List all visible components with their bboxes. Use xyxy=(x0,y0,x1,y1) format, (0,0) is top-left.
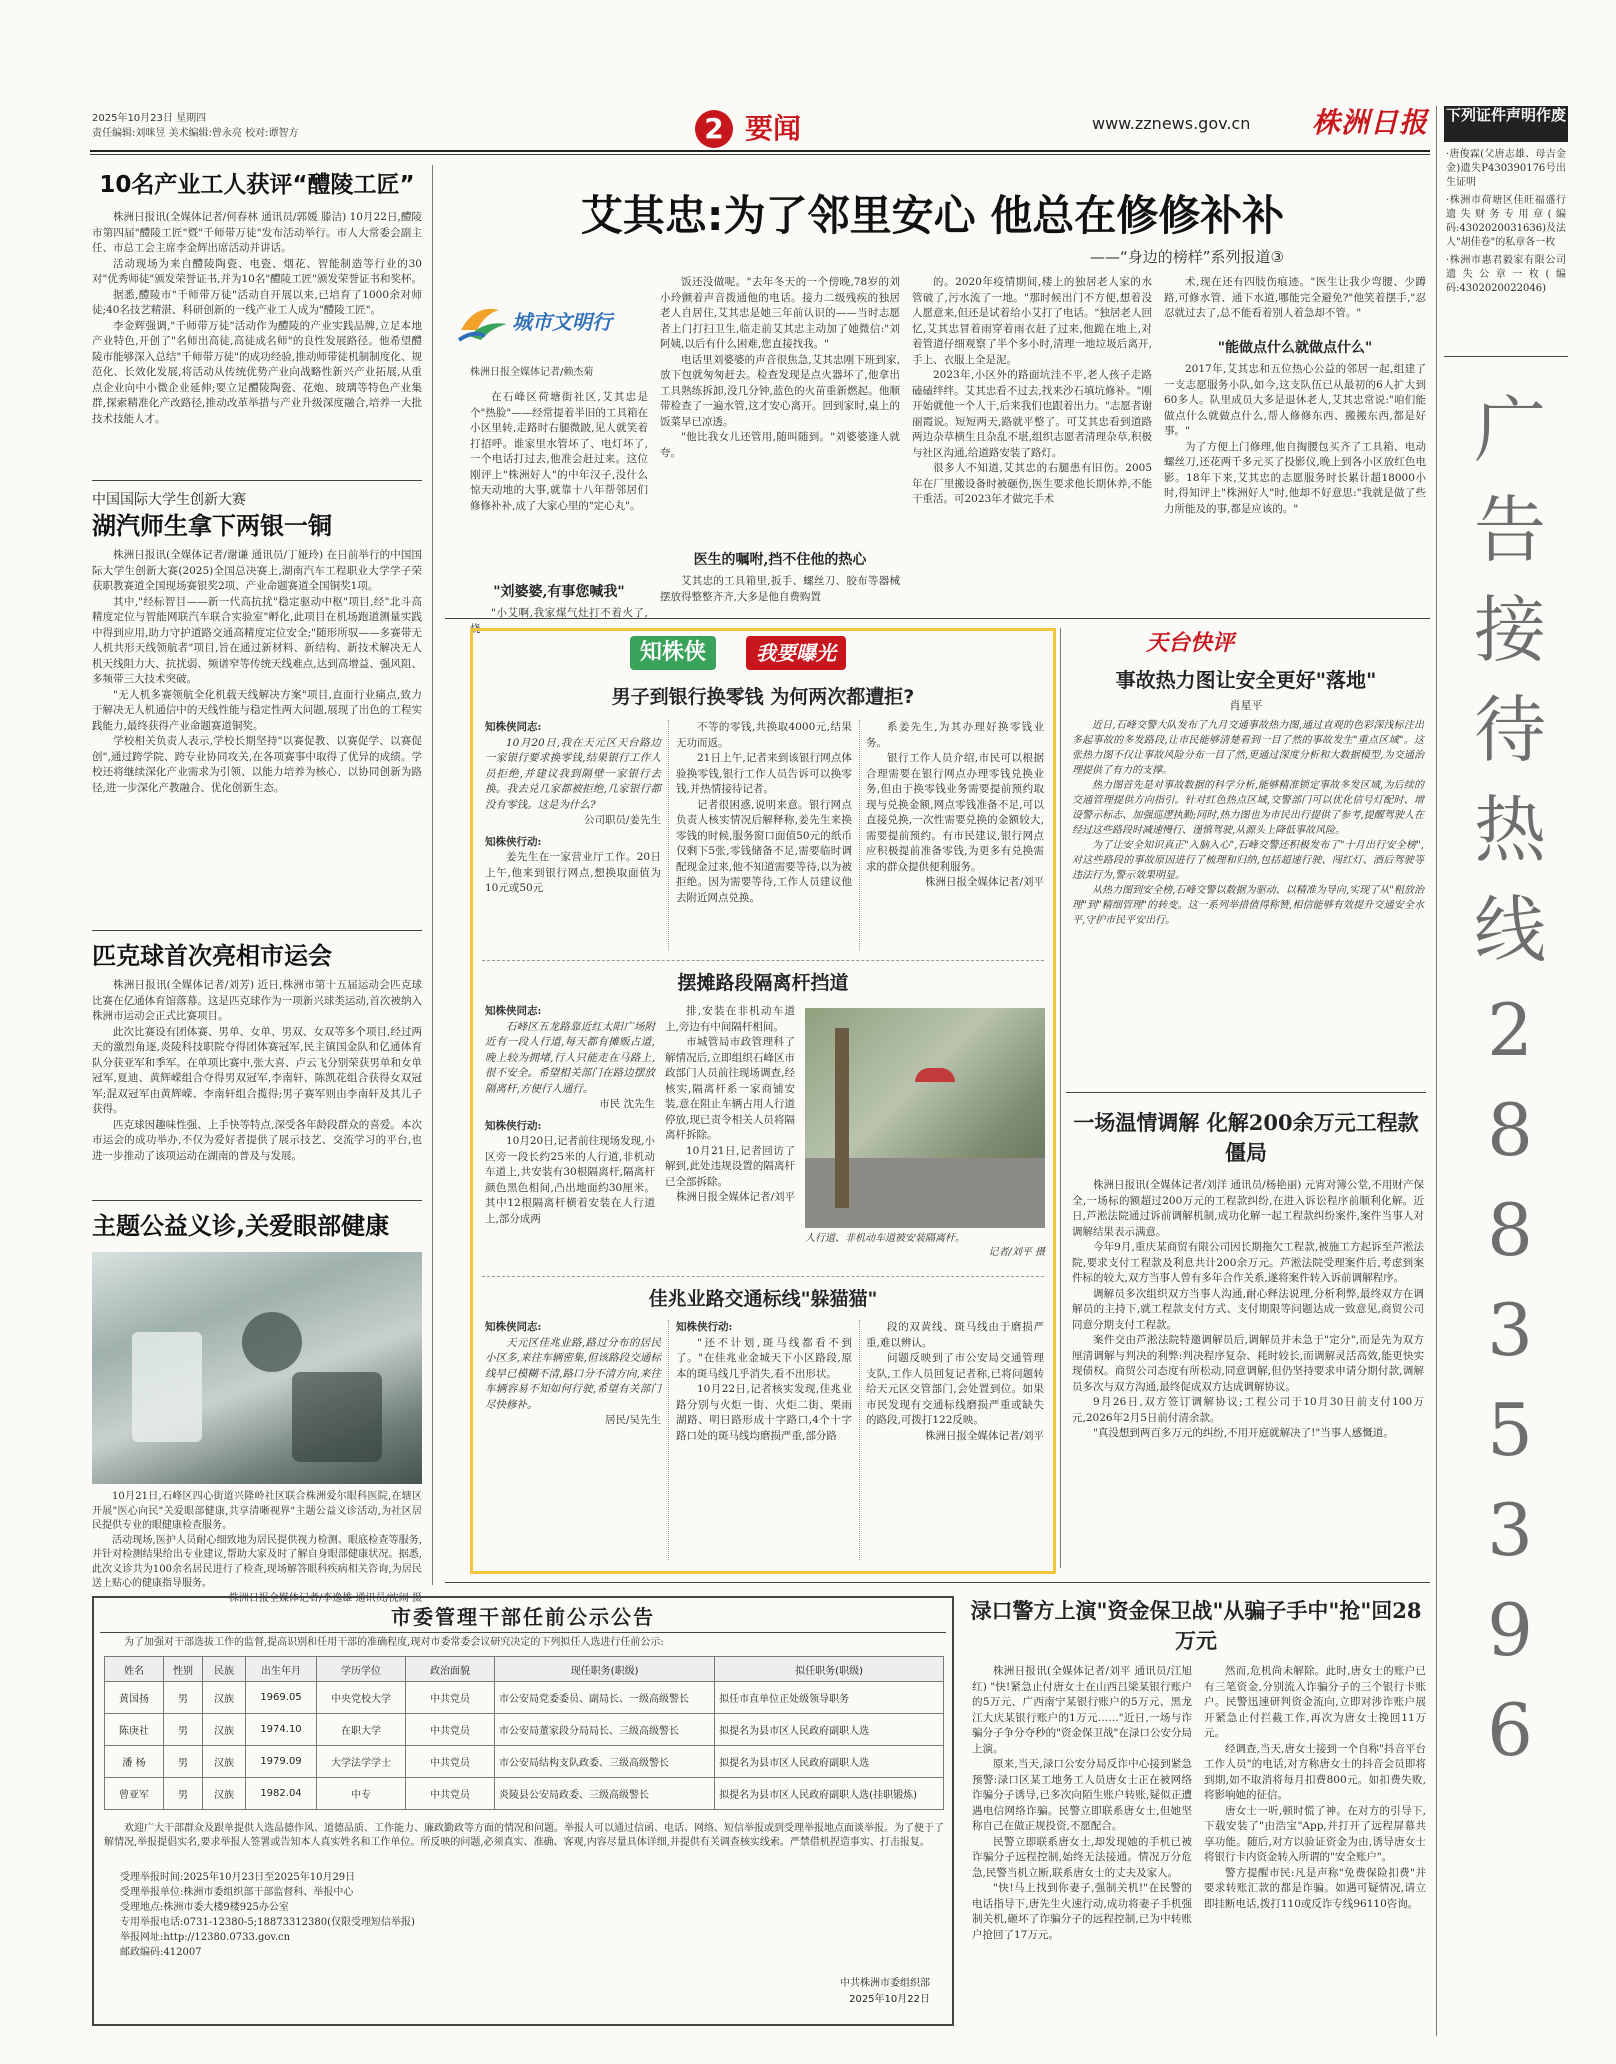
innovation-p1: 株洲日报讯(全媒体记者/谢谦 通讯员/丁娅玲) 在日前举行的中国国际大学生创新大赛(2025)全国总决赛上,湖南汽车工程职业大学学子荣获职教赛道全国现场赛银奖2项、产业命题赛道全国铜奖1项。 xyxy=(92,549,422,592)
craftsmen-p4: 李金辉强调,"千师带万徒"活动作为醴陵的产业实践品牌,立足本地产业特色,开创了"名师出高徒,高徒成名师"的良性发展路径。他希望醴陵市能够深入总结"千师带万徒"的成功经验,推动师带徒机制制度化、规范化、长效化发展,将活动从传统优势产业向战略性新兴产业拓展,从重点企业向中小微企业延伸;要立足醴陵陶瓷、花炮、玻璃等特色产业集群,探索精准化产改路径,推动改革举措与产业升级深度融合,培养一大批技术技能人才。 xyxy=(92,319,422,425)
table-cell: 黄国扬 xyxy=(105,1682,164,1714)
barrier-photo-byline: 记者/刘平 摄 xyxy=(988,1247,1045,1258)
zhizhuxia-banner: 知株侠 xyxy=(630,636,716,670)
website: www.zznews.gov.cn xyxy=(1092,114,1251,133)
innovation-kicker: 中国国际大学生创新大赛 xyxy=(92,492,246,508)
table-cell: 市公安局结构支队政委、三级高级警长 xyxy=(495,1746,715,1778)
craftsmen-title: 10名产业工人获评“醴陵工匠” xyxy=(99,172,415,198)
story3-byline: 株洲日报全媒体记者/刘平 xyxy=(924,1429,1044,1442)
story2-col2-p3: 10月21日,记者回访了解到,此处违规设置的隔离杆已全部拆除。 xyxy=(665,1144,795,1188)
pickleball-p3: 匹克球因趣味性强、上手快等特点,深受各年龄段群众的喜爱。本次市运会的成功举办,不仅为爱好者提供了展示技艺、交流学习的平台,也进一步推动了该项运动在湖南的普及与发展。 xyxy=(92,1118,422,1162)
table-cell: 男 xyxy=(164,1682,203,1714)
mediation-p1: 株洲日报讯(全媒体记者/刘洋 通讯员/杨艳丽) 元宵对簿公堂,不用财产保全,一场标的额超过200万元的工程款纠纷,在进入诉讼程序前顺利化解。近日,芦淞法院通过诉前调解机制,成功化解一起工程款纠纷案件,案件当事人对调解结果表示满意。 xyxy=(1072,1179,1424,1238)
mediation-p2: 今年9月,重庆某商贸有限公司因长期拖欠工程款,被施工方起诉至芦淞法院,要求支付工程款及利息共计200余万元。芦淞法院受理案件后,考虑到案件标的较大,双方当事人曾有多年合作关系,遂将案件转入诉前调解程序。 xyxy=(1072,1241,1424,1284)
table-cell: 汉族 xyxy=(203,1714,246,1746)
main-col2-p3: "他比我女儿还管用,随叫随到。"刘婆婆逢人就夸。 xyxy=(660,431,900,459)
story3-letter: 天元区佳兆业路,路过分布的居民小区多,来往车辆密集,但该路段交通标线早已模糊不清,路口分不清方向,来往车辆容易不知如何行驶,希望有关部门尽快修补。 xyxy=(485,1336,661,1411)
commentary-p4: 从热力图到安全榜,石峰交警以数据为驱动、以精准为导向,实现了从"粗放治理"到"精细管理"的转变。这一系列举措值得称赞,相信能够有效提升交通安全水平,守护市民平安出行。 xyxy=(1072,885,1424,926)
table-header-row xyxy=(105,1657,944,1682)
notice-table-wrap xyxy=(104,1656,944,1810)
innovation-p2: 其中,"经标智目——新一代高抗扰"稳定驱动中枢"项目,经"北斗高精度定位与智能网联汽车联合实验室"孵化,此项目在机场跑道测量实践中得到应用,助力守护道路交通高精度定位安全;"随形所驭——多赛带无人机共形天线领航者"项目,旨在通过新材料、新结构、新技术解决无人机天线阻力大、抗扰弱、频谱窄等传统天线难点,达到高增益、强风阻、多频带三大技术突破。 xyxy=(92,595,422,685)
main-col2-p1: 饭还没做呢。"去年冬天的一个傍晚,78岁的刘小玲颤着声音拨通他的电话。接力二级残疾的独居老人自居住,艾其忠是她三年前认识的——当时志愿者上门打扫卫生,临走前艾其忠主动加了她微信:"刘阿姨,以后有什么困难,您直接找我。" xyxy=(660,276,900,350)
table-cell: 拟提名为县市区人民政府副职人选 xyxy=(715,1714,944,1746)
table-cell: 中共党员 xyxy=(406,1682,495,1714)
story1-col3 xyxy=(866,720,1044,891)
table-cell: 中共党员 xyxy=(406,1714,495,1746)
main-col1-p1: 在石峰区荷塘街社区,艾其忠是个"热脸"——经常提着半旧的工具箱在小区里转,走路时右腿微跛,见人就笑着打招呼。谁家里水管坏了、电灯坏了,一个电话打过去,他准会赶过来。这位刚评上"株洲好人"的中年汉子,没什么惊天动地的大事,就靠十八年帮邻居们修修补补,成了大家心里的"定心丸"。 xyxy=(470,391,648,512)
notice-intro-text: 为了加强对干部选拔工作的监督,提高识别和任用干部的准确程度,现对市委常委会议研究决定的下列拟任人选进行任前公示: xyxy=(124,1637,664,1648)
table-row xyxy=(105,1778,944,1810)
main-col3-p1: 的。2020年疫情期间,楼上的独居老人家的水管破了,污水流了一地。"那时候出门不方便,想着没人愿意来,但还是试着给小艾打了电话。"独居老人回忆,艾其忠冒着雨穿着雨衣赶了过来,他跪在地上,对着管道仔细观察了半个多小时,清理一地垃圾后离开,手上、衣服上全是泥。 xyxy=(912,276,1152,366)
table-row xyxy=(105,1682,944,1714)
fraud-col1-p3: 民警立即联系唐女士,却发现她的手机已被诈骗分子远程控制,始终无法接通。情况万分危急,民警当机立断,联系唐女士的丈夫及家人。 xyxy=(972,1835,1192,1879)
pickleball-p2: 此次比赛设有团体赛、男单、女单、男双、女双等多个项目,经过两天的激烈角逐,炎陵科技职院夺得团体赛冠军,民主镇国金队和亿通体育队分获亚军和季军。在单项比赛中,张大喜、卢云飞分别荣获男单和女单冠军,夏迪、黄辉嵘组合夺得男双冠军,李南轩、陈凯花组合获得女双冠军;混双冠军由黄辉嵘、李南轩组合揽得;男子赛军则由李南轩及其儿子获得。 xyxy=(92,1025,422,1115)
story2-signature: 市民 沈先生 xyxy=(599,1098,655,1110)
story3-signature: 居民/吴先生 xyxy=(604,1414,661,1426)
col-header-ethnicity: 民族 xyxy=(203,1657,246,1682)
notice-title: 下列证件声明作废 xyxy=(1446,106,1567,124)
table-cell: 1969.05 xyxy=(246,1682,317,1714)
article-eye-clinic xyxy=(92,1210,422,1242)
lost-notice-3: ·株洲市惠君毅家有限公司遗失公章一枚(编码:4302020022046) xyxy=(1446,255,1566,294)
notice-line-phone: 专用举报电话:0731-12380-5;18873312380(仅限受理短信举报) xyxy=(120,1917,415,1928)
main-subhead-2: 医生的嘱咐,挡不住他的热心 xyxy=(693,552,867,568)
mediation-p6: "真没想到两百多万元的纠纷,不用开庭就解决了!"当事人感慨道。 xyxy=(1093,1427,1394,1439)
notice-line-unit: 受理举报单位:株洲市委组织部干部监督科、举报中心 xyxy=(120,1887,354,1898)
story3-col1 xyxy=(485,1320,661,1429)
main-col1b-p1: "小艾啊,我家煤气灶打不着火了,烧 xyxy=(470,607,648,635)
notice-line-time: 受理举报时间:2025年10月23日至2025年10月29日 xyxy=(120,1872,356,1883)
story3-col3-p1: 段的双黄线、斑马线由于磨损严重,难以辨认。 xyxy=(866,1321,1044,1349)
story3-col2-p1: "还不计划,斑马线都看不到了。"在佳兆业金城天下小区路段,原本的斑马线几乎消失,看不出形状。 xyxy=(676,1336,852,1380)
innovation-p3: "无人机多赛领航全化机载天线解决方案"项目,直面行业痛点,致力于解决无人机通信中的天线性能与稳定性两大问题,展现了出色的工程实践能力,最终获得产业命题赛道铜奖。 xyxy=(92,688,422,732)
table-cell: 陈庚社 xyxy=(105,1714,164,1746)
notice-signature: 中共株洲市委组织部 xyxy=(840,1978,930,1989)
notice-date: 2025年10月22日 xyxy=(849,1994,930,2005)
col-header-gender: 性别 xyxy=(164,1657,203,1682)
main-col2b-p1: 艾其忠的工具箱里,扳手、螺丝刀、胶布等器械摆放得整整齐齐,大多是他自费购置 xyxy=(660,575,900,603)
commentary-p2: 热力图首先是对事故数据的科学分析,能够精准锁定事故多发区域,为后续的交通管理提供方向指引。针对红色热点区域,交警部门可以优化信号灯配时、增设警示标志、加强巡逻执勤;同时,热力图也为市民出行提供了参考,提醒驾驶人在经过这些路段时减速慢行、谨慎驾驶,从源头上降低事故风险。 xyxy=(1072,780,1424,836)
notice-title: 市委管理干部任前公示公告 xyxy=(391,1605,655,1629)
story2-letter: 石峰区五龙路靠近红太阳广场附近有一段人行道,每天都有摊贩占道,晚上较为拥堵,行人只能走在马路上,很不安全。希望相关部门在路边摆放隔离杆,方便行人通行。 xyxy=(485,1020,655,1095)
story3-col3 xyxy=(866,1320,1044,1444)
pickleball-p1: 株洲日报讯(全媒体记者/刘芳) 近日,株洲市第十五届运动会匹克球比赛在亿通体育馆落幕。这是匹克球作为一项新兴球类运动,首次被纳入株洲市运动会正式比赛项目。 xyxy=(92,979,422,1022)
story1-title: 男子到银行换零钱 为何两次都遭拒? xyxy=(611,686,915,708)
table-cell: 汉族 xyxy=(203,1746,246,1778)
eye-clinic-caption xyxy=(92,1490,422,1606)
lost-notice-1: ·唐俊霖(父唐志雄、母吉金金)遗失P430390176号出生证明 xyxy=(1446,149,1566,188)
story1-col3-p1: 系姜先生,为其办理好换零钱业务。 xyxy=(866,721,1044,749)
commentary-logo: 天台快评 xyxy=(1146,630,1235,656)
mediation-title: 一场温情调解 化解200余万元工程款僵局 xyxy=(1073,1110,1419,1165)
craftsmen-p3: 据悉,醴陵市"千师带万徒"活动自开展以来,已培育了1000余对师徒;40名技艺精湛、科研创新的一线产业工人成为"醴陵工匠"。 xyxy=(92,288,422,316)
barrier-caption-text: 人行道、非机动车道被安装隔离杆。 xyxy=(805,1233,965,1244)
table-row xyxy=(105,1714,944,1746)
main-col3-p2: 2023年,小区外的路面坑洼不平,老人孩子走路磕磕绊绊。艾其忠看不过去,找来沙石填坑修补。"刚开始就他一个人干,后来我们也跟着出力。"志愿者谢丽霞说。短短两天,路就平整了。可艾其忠看到道路两边杂草横生且杂乱不堪,组织志愿者清理杂草,积极与社区沟通,给道路安装了路灯。 xyxy=(912,369,1152,459)
story2-col2-p1: 排,安装在非机动车道上,旁边有中间隔杆相间。 xyxy=(665,1005,795,1033)
story1-reply-label: 知株侠行动: xyxy=(485,835,542,848)
table-cell: 男 xyxy=(164,1746,203,1778)
innovation-title: 湖汽师生拿下两银一铜 xyxy=(92,512,332,540)
main-article-col2b xyxy=(660,574,900,605)
fraud-col2-p4: 警方提醒市民:凡是声称"免费保险扣费"并要求转账汇款的都是诈骗。如遇可疑情况,请立即挂断电话,拨打110或反诈专线96110咨询。 xyxy=(1204,1866,1426,1910)
date-line: 2025年10月23日 星期四 xyxy=(92,113,207,124)
barrier-caption xyxy=(805,1232,1045,1260)
table-cell: 男 xyxy=(164,1714,203,1746)
table-cell: 大学法学学士 xyxy=(317,1746,406,1778)
fraud-col1-p1: 株洲日报讯(全媒体记者/刘平 通讯员/江旭红) "快!紧急止付唐女士在山西吕梁某银行账户的5万元、广西南宁某银行账户的5万元、黑龙江大庆某银行账户的1万元……"近日,一场与诈骗分子争分夺秒的"资金保卫战"在渌口公安分局上演。 xyxy=(972,1665,1192,1755)
main-subhead-3: "能做点什么就做点什么" xyxy=(1217,340,1373,356)
story1-reply: 姜先生在一家营业厅工作。20日上午,他来到银行网点,想换取面值为10元或50元 xyxy=(485,851,661,894)
craftsmen-p1: 株洲日报讯(全媒体记者/何春林 通讯员/郭媛 滕洁) 10月22日,醴陵市第四届"醴陵工匠"暨"千师带万徒"发布活动举行。市人大常委会副主任、市总工会主席李金辉出席活动并讲话。 xyxy=(92,211,422,254)
story2-col1 xyxy=(485,1004,655,1227)
table-cell: 1982.04 xyxy=(246,1778,317,1810)
main-article-col2 xyxy=(660,275,900,461)
table-cell: 汉族 xyxy=(203,1778,246,1810)
table-cell: 炎陵县公安局政委、三级高级警长 xyxy=(495,1778,715,1810)
article-pickleball xyxy=(92,940,422,1164)
civil-logo-icon xyxy=(455,300,511,344)
table-cell: 中共党员 xyxy=(406,1778,495,1810)
story1-col2-p1: 不等的零钱,共换取4000元,结果无功而返。 xyxy=(676,721,852,749)
craftsmen-p2: 活动现场为来自醴陵陶瓷、电瓷、烟花、智能制造等行业的30对"优秀师徒"颁发荣誉证书,并为10名"醴陵工匠"颁发荣誉证书和奖杯。 xyxy=(92,257,423,285)
section-name: 要闻 xyxy=(745,112,802,145)
mediation-p5: 9月26日,双方签订调解协议;工程公司于10月30日前支付100万元,2026年2月5日前付清余款。 xyxy=(1072,1396,1424,1424)
eye-clinic-caption-p2: 活动现场,医护人员耐心细致地为居民提供视力检测、眼底检查等服务,并针对检测结果给出专业建议,帮助大家及时了解自身眼部健康状况。据悉,此次义诊共为100余名居民进行了检查,现场解答眼科疾病相关咨询,为居民送上贴心的健康指导服务。 xyxy=(92,1534,422,1589)
story1-letter: 10月20日,我在天元区天台路边一家银行要求换零钱,结果银行工作人员拒绝,并建议我到隔壁一家银行去换。我去兑几家都被拒绝,几家银行都没有零钱。这是为什么? xyxy=(485,736,661,811)
barrier-photo xyxy=(805,1008,1045,1228)
story2-col2 xyxy=(665,1004,795,1206)
main-col2-p2: 电话里刘婆婆的声音很焦急,艾其忠刚下班到家,放下包就匆匆赶去。检查发现是点火器坏了,他拿出工具熟练拆卸,没几分钟,蓝色的火苗重新燃起。他顺带检查了一遍水管,这才安心离开。回到家时,桌上的饭菜早已凉透。 xyxy=(660,353,900,428)
article-innovation xyxy=(92,490,422,796)
story1-col3-p2: 银行工作人员介绍,市民可以根据合理需要在银行网点办理零钱兑换业务,但由于换零钱业务需要提前预约取现与兑换金额,网点零钱准备不足,可以直接兑换,一次性需要兑换的金额较大,需要提前预约。有市民建议,银行网点应积极提前准备零钱,为更多有兑换需求的群众提供便利服务。 xyxy=(866,752,1044,873)
notice-line-website[interactable]: 举报网址:http://12380.0733.gov.cn xyxy=(120,1932,291,1943)
story2-col2-p2: 市城管局市政管理科了解情况后,立即组织石峰区市政部门人员前往现场调查,经核实,隔离杆系一家商铺安装,意在阻止车辆占用人行道停放,现已责令相关人员将隔离杆拆除。 xyxy=(665,1036,795,1141)
fraud-col1-p2: 原来,当天,渌口公安分局反诈中心接到紧急预警:渌口区某工地务工人员唐女士正在被网络诈骗分子诱导,已多次向陌生账户转账,疑似正遭遇电信网络诈骗。民警立即联系唐女士,但她坚称自己在做正规投资,不愿配合。 xyxy=(972,1758,1192,1832)
page-number-badge: 2 xyxy=(695,110,733,148)
col-header-party: 政治面貌 xyxy=(406,1657,495,1682)
fraud-col1 xyxy=(972,1664,1192,1943)
story3-col2 xyxy=(676,1320,852,1444)
table-cell: 男 xyxy=(164,1778,203,1810)
table-cell: 中专 xyxy=(317,1778,406,1810)
eye-clinic-caption-p1: 10月21日,石峰区四心街道兴隆岭社区联合株洲爱尔眼科医院,在辖区开展"医心向民"关爱眼部健康,共享清晰视界"主题公益义诊活动,为社区居民提供专业的眼健康检查服务。 xyxy=(92,1491,422,1531)
story2-letter-label: 知株侠同志: xyxy=(485,1005,542,1017)
story1-col2-p2: 21日上午,记者来到该银行网点体验换零钱,银行工作人员告诉可以换零钱,并热情接待记者。 xyxy=(676,752,852,795)
article-craftsmen xyxy=(92,170,422,427)
lost-notices xyxy=(1446,148,1566,296)
ad-hotline: 广告接待热线28835396 xyxy=(1473,388,1546,1772)
story2-title: 摆摊路段隔离杆挡道 xyxy=(677,972,849,994)
main-article-col3 xyxy=(912,275,1152,508)
story3-letter-label: 知株侠同志: xyxy=(485,1321,542,1333)
table-cell: 市公安局党委委员、副局长、一级高级警长 xyxy=(495,1682,715,1714)
story1-col1 xyxy=(485,720,661,897)
table-cell: 拟提名为县市区人民政府副职人选(挂职锻炼) xyxy=(715,1778,944,1810)
col-header-name: 姓名 xyxy=(105,1657,164,1682)
fraud-col1-p4: "快!马上找到你妻子,强制关机!"在民警的电话指导下,唐先生火速行动,成功将妻子手机强制关机,砸坏了诈骗分子的远程控制,已为中转账户抢回了17万元。 xyxy=(972,1882,1192,1941)
fraud-col2-p2: 经调查,当天,唐女士接到一个自称"抖音平台工作人员"的电话,对方称唐女士的抖音会员即将到期,如不取消将每月扣费800元。如扣费失败,将影响她的征信。 xyxy=(1204,1742,1426,1801)
notice-body xyxy=(104,1822,944,1850)
story1-letter-label: 知株侠同志: xyxy=(485,721,542,733)
editors-line: 责任编辑:刘咪昱 美术编辑:曾永亮 校对:谭智方 xyxy=(92,128,299,139)
main-subhead-1: "刘婆婆,有事您喊我" xyxy=(493,584,625,600)
fraud-col2-p1: 然而,危机尚未解除。此时,唐女士的账户已有三笔资金,分别流入诈骗分子的三个银行卡账户。民警迅速研判资金流向,立即对涉诈账户展开紧急止付拦截工作,再次为唐女士挽回11万元。 xyxy=(1204,1665,1426,1739)
fraud-col2 xyxy=(1204,1664,1426,1912)
fraud-title: 渌口警方上演"资金保卫战"从骗子手中"抢"回28万元 xyxy=(970,1598,1422,1653)
main-byline: 株洲日报全媒体记者/赖杰菊 xyxy=(470,367,594,378)
mediation-p3: 调解员多次组织双方当事人沟通,耐心释法说理,分析利弊,最终双方在调解员的主持下,就工程款支付方式、支付期限等问题达成一致意见,商贸公司同意分期支付工程款。 xyxy=(1072,1287,1424,1331)
table-cell: 在职大学 xyxy=(317,1714,406,1746)
mediation-body xyxy=(1072,1178,1424,1442)
table-cell: 1974.10 xyxy=(246,1714,317,1746)
table-cell: 汉族 xyxy=(203,1682,246,1714)
main-col4b-p1: 2017年,艾其忠和五位热心公益的邻居一起,组建了一支志愿服务小队,如今,这支队伍已从最初的6人扩大到60多人。队里成员大多是退休老人,艾其忠常说:"咱们能做点什么就做点什么,帮人修修东西、搬搬东西,都是好事。" xyxy=(1164,363,1426,437)
commentary-title: 事故热力图让安全更好"落地" xyxy=(1115,668,1377,692)
eye-clinic-photo xyxy=(92,1252,422,1484)
commentary-p3: 为了让安全知识真正"入脑入心",石峰交警还积极发布了"十月出行安全榜",对这些路段的事故原因进行了梳理和归纳,包括超速行驶、闯红灯、酒后驾驶等违法行为,警示效果明显。 xyxy=(1072,840,1424,881)
main-article-col1 xyxy=(470,390,648,514)
table-cell: 中共党员 xyxy=(406,1746,495,1778)
col-header-birth: 出生年月 xyxy=(246,1657,317,1682)
zhizhuxia-slogan: 我要曝光 xyxy=(746,636,846,670)
main-col4b-p2: 为了方便上门修理,他自掏腰包买齐了工具箱、电动螺丝刀,还花两千多元买了投影仪,晚上到各小区放红色电影。18年下来,艾其忠的志愿服务时长累计超18000小时,得知评上"株洲好人"时,他却不好意思:"我就是做了些力所能及的事,都是应该的。" xyxy=(1164,440,1426,515)
main-article-col4 xyxy=(1164,275,1426,322)
col-header-education: 学历学位 xyxy=(317,1657,406,1682)
table-cell: 拟提名为县市区人民政府副职人选 xyxy=(715,1746,944,1778)
fraud-col2-p3: 唐女士一听,顿时慌了神。在对方的引导下,下载安装了"由浩宝"App,并打开了远程屏幕共享功能。随后,对方以验证资金为由,诱导唐女士将银行卡内资金转入所谓的"安全账户"。 xyxy=(1204,1804,1426,1863)
notice-table xyxy=(104,1656,944,1810)
table-cell: 市公安局董家段分局局长、三级高级警长 xyxy=(495,1714,715,1746)
story2-byline: 株洲日报全媒体记者/刘平 xyxy=(675,1191,795,1203)
innovation-p4: 学校相关负责人表示,学校长期坚持"以赛促教、以赛促学、以赛促创",通过跨学院、跨专业协同攻关,在各项赛事中取得了优异的成绩。学校还将继续深化产业需求为引领、以能力培养为核心、以协同创新为路径,进一步深化产教融合、优化创新生态。 xyxy=(92,735,422,794)
commentary-p1: 近日,石峰交警大队发布了九月交通事故热力图,通过直观的色彩深浅标注出多起事故的多发路段,让市民能够清楚看到一目了然的事故发生"重点区域"。这张热力图不仅让事故风险分布一目了然,更通过深度分析和大数据模型,为交通治理提供了有力的支撑。 xyxy=(1072,720,1424,776)
story1-signature: 公司职员/姜先生 xyxy=(583,814,661,826)
newspaper-logo: 株洲日报 xyxy=(1312,106,1429,139)
civil-logo-text: 城市文明行 xyxy=(512,310,612,334)
main-col3-p3: 很多人不知道,艾其忠的右腿患有旧伤。2005年在厂里搬设备时被砸伤,医生要求他长期休养,不能干重活。可2023年才做完手术 xyxy=(912,462,1152,505)
notice-line-postcode: 邮政编码:412007 xyxy=(120,1947,202,1958)
story3-title: 佳兆业路交通标线"躲猫猫" xyxy=(648,1288,878,1310)
col-header-proposed-post: 拟任职务(职级) xyxy=(715,1657,944,1682)
table-cell: 1979.09 xyxy=(246,1746,317,1778)
story2-reply-label: 知株侠行动: xyxy=(485,1119,542,1132)
story3-reply-label: 知株侠行动: xyxy=(676,1321,733,1333)
main-headline: 艾其忠:为了邻里安心 他总在修修补补 xyxy=(580,191,1285,240)
story3-col3-p2: 问题反映到了市公安局交通管理支队,工作人员回复记者称,已将问题转给天元区交管部门,会处置到位。如果市民发现有交通标线磨损严重或缺失的路段,可拨打122反映。 xyxy=(866,1352,1044,1426)
main-col4-p1: 术,现在还有四肢伤痕迹。"医生让我少弯腰、少蹲路,可修水管、通下水道,哪能完全避免?"他笑着摆手,"忍忍就过去了,总不能看着别人着急却不管。" xyxy=(1164,276,1426,319)
table-cell: 潘 杨 xyxy=(105,1746,164,1778)
story1-col2 xyxy=(676,720,852,906)
notice-contact-lines xyxy=(120,1870,680,1960)
eye-clinic-byline: 株洲日报全媒体记者/李逸雄 通讯员/沈闹 摄 xyxy=(228,1592,422,1604)
notice-body-text: 欢迎广大干部群众及跟单提供人选品德作风、道德品质、工作能力、廉政勤政等方面的情况和问题。举报人可以通过信函、电话、网络、短信举报或到受理举报地点面谈举报。为了便于了解情况,举报提倡实名,要求举报人签署或告知本人真实姓名和工作单位。所反映的问题,必须真实、准确、客观,内容尽量具体详细,并提供有关调查核实线索。严禁借机捏造事实、打击报复。 xyxy=(104,1823,944,1848)
main-subheadline: ——“身边的榜样”系列报道③ xyxy=(1090,248,1284,266)
table-cell: 曾亚军 xyxy=(105,1778,164,1810)
table-cell: 中央党校大学 xyxy=(317,1682,406,1714)
commentary-author: 肖星平 xyxy=(1229,699,1263,712)
eye-clinic-title: 主题公益义诊,关爱眼部健康 xyxy=(92,1212,390,1240)
mediation-p4: 案件交由芦淞法院特邀调解员后,调解员并未急于"定分",而是先为双方厘清调解与判决的利弊:判决程序复杂、耗时较长,而调解灵活高效,能更快实现债权。商贸公司态度有所松动,同意调解,但仍坚持要求申请分期付款,调解员多次与双方沟通,最终促成双方达成调解协议。 xyxy=(1072,1334,1424,1393)
story3-col2-p2: 10月22日,记者核实发现,佳兆业路分别与火炬一街、火炬二街、栗雨湖路、明日路形成十字路口,4个十字路口处的斑马线均磨损严重,部分路 xyxy=(676,1383,852,1442)
story1-byline: 株洲日报全媒体记者/刘平 xyxy=(924,876,1044,888)
table-cell: 拟任市直单位正处级领导职务 xyxy=(715,1682,944,1714)
pickleball-title: 匹克球首次亮相市运会 xyxy=(92,942,332,970)
notice-line-location: 受理地点:株洲市委大楼9楼925办公室 xyxy=(120,1902,289,1913)
col-header-current-post: 现任职务(职级) xyxy=(495,1657,715,1682)
lost-notice-2: ·株洲市荷塘区佳旺福盛行遗失财务专用章(编码:4302020031636)及法人"胡佳卷"的私章各一枚 xyxy=(1446,195,1566,248)
commentary-body xyxy=(1072,718,1424,928)
notice-intro xyxy=(104,1636,944,1650)
story1-col2-p3: 记者很困惑,说明来意。银行网点负责人核实情况后解释称,姜先生来换零钱的时候,服务窗口面值50元的纸币仅剩下5张,零钱储备不足,需要临时调配现金过来,他不知道需要等待,以为被拒绝。因为需要等待,工作人员建议他去附近网点兑换。 xyxy=(676,798,852,904)
main-article-col4b xyxy=(1164,362,1426,517)
table-row xyxy=(105,1746,944,1778)
story2-reply: 10月20日,记者前往现场发现,小区旁一段长约25米的人行道,非机动车道上,共安装有30根隔离杆,隔离杆颜色黑色相间,凸出地面约30厘米。其中12根隔离杆横着安装在人行道上,部分成两 xyxy=(485,1135,655,1225)
